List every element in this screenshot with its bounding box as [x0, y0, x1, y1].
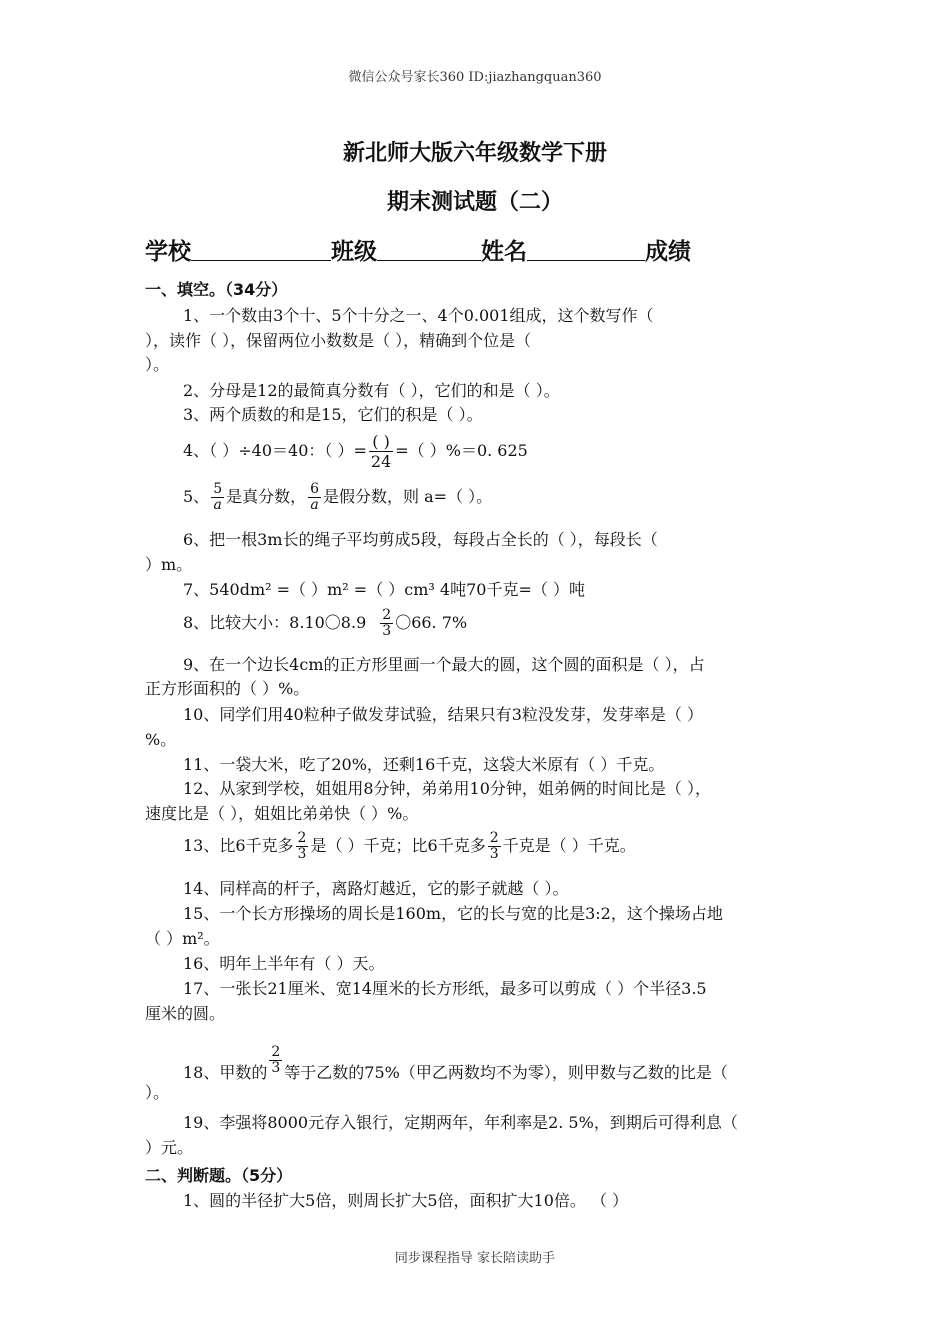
- question-17-line-1: 17、一张长21厘米、宽14厘米的长方形纸，最多可以剪成（ ）个半径3.5: [183, 979, 707, 998]
- question-12-line-2: 速度比是（ ），姐姐比弟弟快（ ）%。: [145, 804, 419, 823]
- name-blank[interactable]: [527, 238, 645, 261]
- section-fill-in-title: 一、填空。（34分）: [145, 280, 288, 299]
- question-10-line-2: %。: [145, 730, 177, 749]
- question-4: [183, 432, 528, 471]
- fraction-2-over-3: $\frac{2}{3}$: [489, 830, 499, 862]
- school-blank[interactable]: [191, 238, 331, 261]
- question-7: 7、540dm² =（ ）m² =（ ）cm³ 4吨70千克=（ ）吨: [183, 580, 585, 599]
- class-label: 班级: [331, 239, 377, 265]
- question-2: 2、分母是12的最简真分数有（ ），它们的和是（ ）。: [183, 381, 560, 400]
- question-1-line-3: ）。: [145, 355, 170, 374]
- score-label: 成绩: [645, 239, 691, 265]
- question-15-line-2: （ ）m²。: [145, 929, 220, 948]
- section-true-false-title: 二、判断题。（5分）: [145, 1166, 293, 1185]
- question-4-part-a: 4、（ ）÷40＝40：（ ）=: [183, 441, 367, 460]
- question-19-line-2: ）元。: [145, 1138, 194, 1157]
- question-1-line-2: ），读作（ ），保留两位小数数是（ ），精确到个位是（: [145, 331, 532, 350]
- question-4-part-b: =（ ）%＝0. 625: [395, 441, 528, 460]
- name-label: 姓名: [481, 239, 527, 265]
- question-16: 16、明年上半年有（ ）天。: [183, 954, 385, 973]
- question-5: 5、 $\frac{5}{a}$ 是真分数， $\frac{6}{a}$ 是假分数，则 a=（ ）。: [183, 481, 493, 513]
- judgement-question-1: 1、圆的半径扩大5倍，则周长扩大5倍，面积扩大10倍。 （ ）: [183, 1191, 629, 1210]
- question-15-line-1: 15、一个长方形操场的周长是160m，它的长与宽的比是3:2，这个操场占地: [183, 904, 723, 923]
- question-14: 14、同样高的杆子，离路灯越近，它的影子就越（ ）。: [183, 879, 569, 898]
- fraction-blank-over-24: $\frac{( )}{24}$: [370, 432, 392, 471]
- question-6-line-2: ）m。: [145, 555, 193, 574]
- question-8: 8、比较大小：8.10〇8.9 $\frac{2}{3}$ 〇66. 7%: [183, 607, 468, 639]
- question-9-line-2: 正方形面积的（ ）%。: [145, 679, 310, 698]
- page-footer: 同步课程指导 家长陪读助手: [394, 1251, 556, 1266]
- question-17-line-2: 厘米的圆。: [145, 1004, 226, 1023]
- fraction-2-over-3: $\frac{2}{3}$: [297, 830, 307, 862]
- fraction-2-over-3: $\frac{2}{3}$: [271, 1044, 281, 1076]
- question-9-line-1: 9、在一个边长4cm的正方形里画一个最大的圆，这个圆的面积是（ ），占: [183, 655, 705, 674]
- student-info-line: [145, 233, 691, 266]
- page-header: 微信公众号家长360 ID:jiazhangquan360: [348, 70, 602, 85]
- question-11: 11、一袋大米，吃了20%，还剩16千克，这袋大米原有（ ）千克。: [183, 755, 665, 774]
- page-title: 新北师大版六年级数学下册: [342, 141, 607, 166]
- fraction-2-over-3: $\frac{2}{3}$: [382, 607, 392, 639]
- question-12-line-1: 12、从家到学校，姐姐用8分钟，弟弟用10分钟，姐弟俩的时间比是（ ），: [183, 779, 711, 798]
- question-10-line-1: 10、同学们用40粒种子做发芽试验，结果只有3粒没发芽，发芽率是（ ）: [183, 705, 703, 724]
- question-18-line-2: ）。: [145, 1083, 170, 1102]
- class-blank[interactable]: [377, 238, 481, 261]
- question-19-line-1: 19、李强将8000元存入银行，定期两年，年利率是2. 5%，到期后可得利息（: [183, 1113, 738, 1132]
- question-3: 3、两个质数的和是15，它们的积是（ ）。: [183, 405, 483, 424]
- fraction-5-over-a: $\frac{5}{a}$: [213, 481, 223, 513]
- question-1-line-1: 1、一个数由3个十、5个十分之一、4个0.001组成，这个数写作（: [183, 306, 654, 325]
- page-subtitle: 期末测试题（二）: [386, 190, 563, 215]
- question-13: 13、比6千克多 $\frac{2}{3}$ 是（ ）千克；比6千克多 $\frac{2}{3}$ 千克是（ ）千克。: [183, 830, 636, 862]
- question-18-line-1: 18、甲数的 $\frac{2}{3}$ 等于乙数的75%（甲乙两数均不为零），则甲数与乙数的比是（: [183, 1044, 728, 1082]
- school-label: 学校: [145, 239, 191, 265]
- fraction-6-over-a: $\frac{6}{a}$: [310, 481, 320, 513]
- question-6-line-1: 6、把一根3m长的绳子平均剪成5段，每段占全长的（ ），每段长（: [183, 530, 658, 549]
